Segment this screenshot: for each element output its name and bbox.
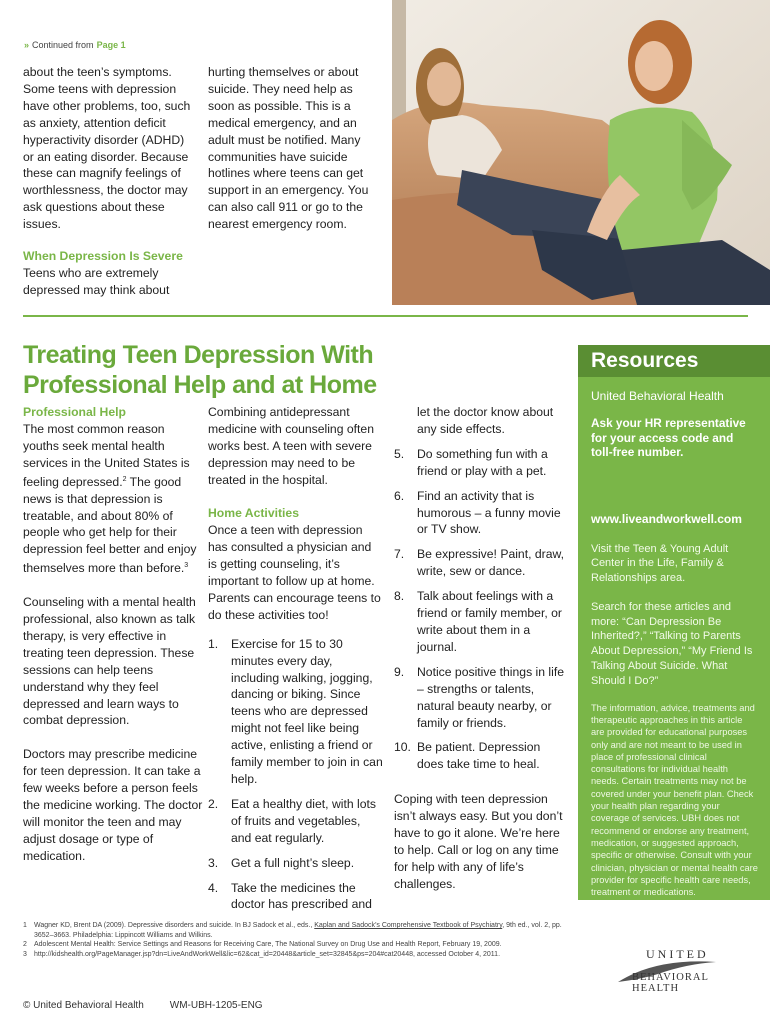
severe-heading: When Depression Is Severe [23,249,183,263]
activities-list [208,636,383,914]
continued-from-label: » Continued from Page 1 [24,40,126,50]
activity-item: 5. Do something fun with a friend or play with a pet. [394,446,548,478]
footnote-ref: 2 [122,475,127,483]
section-divider [23,315,748,317]
article-column-1 [23,404,203,881]
activity-item: 7. Be expressive! Paint, draw, write, sew or dance. [394,547,564,579]
sidebar-disclaimer: The information, advice, treatments and therapeutic approaches in this article are provided for educational purposes only and are not meant to be used in place of professional clinical consultations for individual health needs. Certain treatments may not be covered under your benefit plan. Check your health plan regarding your coverage of services. UBH does not recommend or endorse any treatment, medication, or suggested approach, specific or otherwise. Consult with your clinician, physician or mental health care provider for specific health care needs, treatment or medications. [591,702,758,898]
activity-item: 8. Talk about feelings with a friend or family member, or write about them in a journal. [394,589,562,654]
continued-text-col2: hurting themselves or about suicide. They need help as soon as possible. This is a medical emergency, and an adult must be notified. Many communities have suicide hotlines where teens can get support in an emergency. You can also call 911 or go to the nearest emergency room. [208,65,369,232]
activity-item: 3. Get a full night’s sleep. [208,855,355,870]
paragraph-common-reason: The most common reason youths seek mental health services in the United States is feeling depressed.$^2$ The good news is that depression is treatable, and about 80% of people who get help for their depression feel better and enjoy themselves more than before.$^3$ [23,421,197,576]
resources-heading: Resources [578,345,770,377]
logo-word-united: UNITED [646,947,709,961]
sidebar-search-text: Search for these articles and more: “Can Depression Be Inherited?,” “Talking to Parents About Depression,” “My Friend Is Talking About Suicide. What Should I Do?” [591,600,753,687]
website-link[interactable]: www.liveandworkwell.com [591,511,742,526]
activity-item: 6. Find an activity that is humorous – a funny movie or TV show. [394,488,561,537]
sidebar-org-name: United Behavioral Health [591,389,724,403]
resources-sidebar [578,345,770,900]
continued-page-ref: Page 1 [96,40,126,50]
article-column-2 [208,404,383,921]
footnote-item: 2 Adolescent Mental Health: Service Settings and Reasons for Receiving Care, The National Survey on Drug Use and Health Report, February 19, 2009. [23,941,502,949]
severe-text: Teens who are extremely depressed may think about [23,265,170,297]
activity-item: 9. Notice positive things in life – strengths or talents, natural beauty nearby, or family or friends. [394,664,564,730]
logo-word-behavioral-health: BEHAVIORAL HEALTH [632,972,709,994]
activity-item: 4. Take the medicines the doctor has prescribed and [208,880,372,912]
footnote-ref: 3 [184,562,189,570]
activity-item: 1. Exercise for 15 to 30 minutes every day, including walking, jogging, dancing or biking. Since teens who are depressed might not feel like being active, enlisting a friend or family member to join in can help. [208,636,383,787]
footnotes [23,921,563,959]
continued-text-col1: about the teen’s symptoms. Some teens with depression have other problems, too, such as anxiety, attention deficit hyperactivity disorder (ADHD) or an eating disorder. Because these can magnify feelings of worthlessness, the doctor may ask questions about these issues. [23,65,191,232]
sidebar-hr-note: Ask your HR representative for your access code and toll-free number. [591,416,746,459]
footnote-item: 1 Wagner KD, Brent DA (2009). Depressive disorders and suicide. In BJ Sadock et al., eds., Kaplan and Sadock’s Comprehensive Textbook of Psychiatry, 9th ed., vol. 2, pp. 3652–3663. Philadelphia: Lippincott Williams and Wilkins. [23,922,562,939]
professional-help-heading: Professional Help [23,405,126,419]
paragraph-closing: Coping with teen depression isn’t always easy. But you don’t have to go it alone. We’re here to help. Call or log on any time for help with any of life’s challenges. [394,792,563,891]
paragraph-medicine: Doctors may prescribe medicine for teen depression. It can take a few weeks before a person feels the medicine working. The doctor will monitor the teen and may adjust dosage or type of medication. [23,747,203,863]
activity-item: 2. Eat a healthy diet, with lots of fruits and vegetables, and eat regularly. [208,796,376,845]
paragraph-counseling: Counseling with a mental health professional, also known as talk therapy, is very effective in treating teen depression. These sessions can help teens understand why they feel depressed and learn ways to combat depression. [23,595,196,728]
activities-list-continued [394,446,564,773]
paragraph-combining: Combining antidepressant medicine with counseling often works best. A teen with severe depression may need to be treated in the hospital. [208,405,374,487]
ubh-logo [606,944,756,992]
sidebar-visit-text: Visit the Teen & Young Adult Center in the Life, Family & Relationships area. [591,542,729,585]
article-title: Treating Teen Depression With Professional Help and at Home [23,341,377,399]
page-footer [23,1000,263,1011]
paragraph-home-intro: Once a teen with depression has consulted a physician and is getting counseling, it’s important to follow up at home. Parents can encourage teens to do these activities too! [208,523,381,622]
activity-item-continued: let the doctor know about any side effects. [417,405,554,436]
photo-image [392,0,770,305]
mother-daughter-photo [392,0,770,305]
activity-item: 10. Be patient. Depression does take time to heal. [394,740,541,772]
document-code: WM-UBH-1205-ENG [169,1000,263,1011]
book-title: Kaplan and Sadock’s Comprehensive Textbook of Psychiatry [314,922,503,929]
copyright: © United Behavioral Health [23,1000,144,1011]
continued-arrow-icon: » [24,40,30,50]
home-activities-heading: Home Activities [208,506,299,521]
severe-section [23,248,383,299]
footnote-item: 3 http://kidshealth.org/PageManager.jsp?dn=LiveAndWorkWell&lic=62&cat_id=20448&article_set=32845&ps=204#cat20448, accessed October 4, 2011. [23,950,501,958]
article-column-3 [394,404,564,910]
